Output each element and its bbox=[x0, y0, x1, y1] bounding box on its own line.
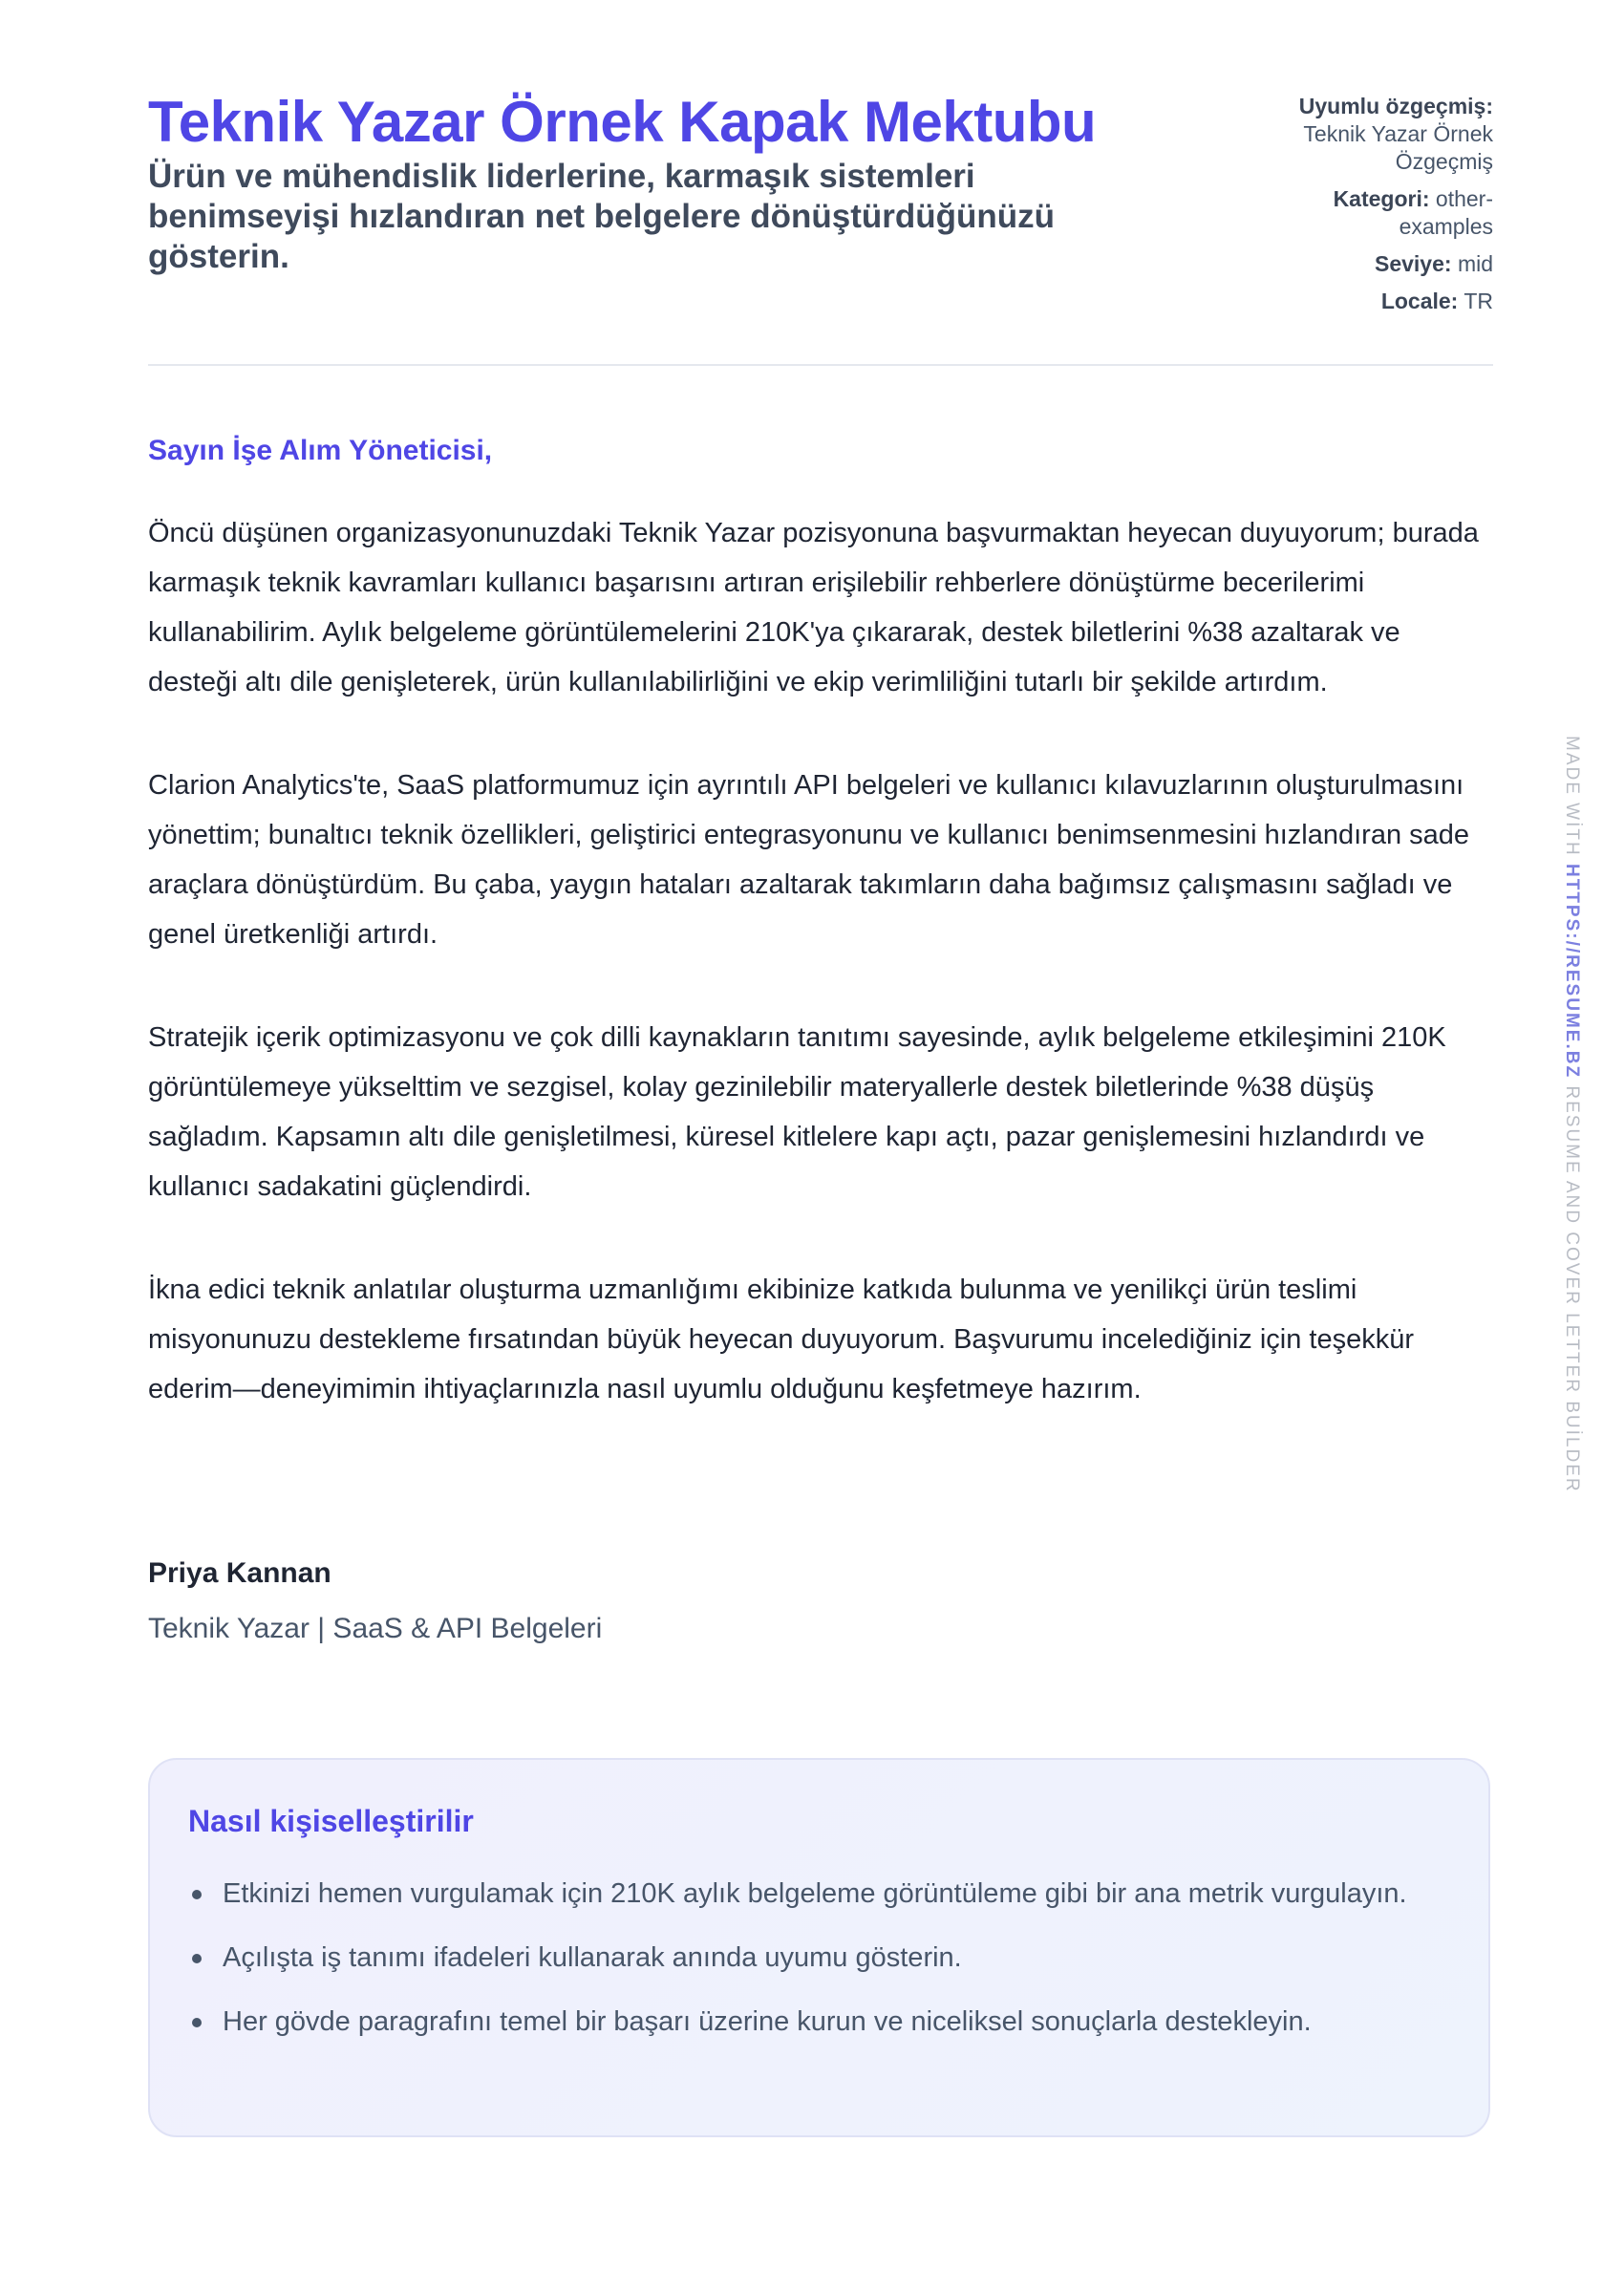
tip-item bbox=[188, 1998, 1449, 2047]
meta-level bbox=[1264, 250, 1493, 278]
header-divider bbox=[148, 364, 1493, 366]
meta-level-value: mid bbox=[1457, 251, 1493, 276]
tips-heading: Nasıl kişiselleştirilir bbox=[188, 1804, 474, 1838]
paragraph: Öncü düşünen organizasyonunuzdaki Teknik Yazar pozisyonuna başvurmaktan heyecan duyuyorum; burada karmaşık teknik kavramları kullanıcı başarısını artıran erişilebilir rehberlere dönüştürme becerilerimi kullanabilirim. Aylık belgeleme görüntülemelerini 210K'ya çıkararak, destek biletlerini %38 azaltarak ve desteği altı dile genişleterek, ürün kullanılabilirliğini ve ekip verimliliğini tutarlı bir şekilde artırdım. bbox=[148, 518, 1479, 697]
meta-category-value: other-examples bbox=[1399, 186, 1493, 239]
page-title: Teknik Yazar Örnek Kapak Mektubu bbox=[148, 90, 1097, 154]
meta-resume-label: Uyumlu özgeçmiş: bbox=[1298, 94, 1493, 118]
watermark-link[interactable]: HTTPS://RESUME.BZ bbox=[1562, 864, 1582, 1080]
meta-locale-label: Locale: bbox=[1380, 289, 1459, 313]
paragraph: İkna edici teknik anlatılar oluşturma uzmanlığımı ekibinize katkıda bulunma ve yenilikçi ürün teslimi misyonunuzu destekleme fırsatından büyük heyecan duyuyorum. Başvurumu incelediğiniz için teşekkür ederim—deneyimimin ihtiyaçlarınızla nasıl uyumlu olduğunu keşfetmeye hazırım. bbox=[148, 1275, 1415, 1404]
meta-panel bbox=[1264, 93, 1493, 325]
page-subtitle: Ürün ve mühendislik liderlerine, karmaşık sistemleri benimseyişi hızlandıran net belgelere dönüştürdüğünüzü gösterin. bbox=[148, 158, 1055, 275]
meta-level-label: Seviye: bbox=[1374, 251, 1452, 276]
tips-list bbox=[188, 1870, 1449, 2062]
paragraph: Stratejik içerik optimizasyonu ve çok dilli kaynakların tanıtımı sayesinde, aylık belgeleme etkileşimini 210K görüntülemeye yükselttim ve sezgisel, kolay gezinilebilir materyallerle destek biletlerinde %38 düşüş sağladım. Kapsamın altı dile genişletilmesi, küresel kitlelere kapı açtı, pazar genişlemesini hızlandırdı ve kullanıcı sadakatini güçlendirdi. bbox=[148, 1022, 1446, 1202]
tip-item bbox=[188, 1870, 1449, 1918]
tip-text: Her gövde paragrafını temel bir başarı üzerine kurun ve niceliksel sonuçlarla destekleyin. bbox=[223, 2006, 1312, 2037]
meta-locale-value: TR bbox=[1464, 289, 1493, 313]
meta-locale bbox=[1264, 288, 1493, 315]
watermark-prefix: MADE WİTH bbox=[1562, 736, 1582, 857]
tips-box bbox=[148, 1758, 1490, 2137]
meta-resume-value: Teknik Yazar Örnek Özgeçmiş bbox=[1303, 121, 1493, 174]
watermark bbox=[1555, 736, 1584, 1519]
salutation: Sayın İşe Alım Yöneticisi, bbox=[148, 435, 493, 466]
bullet-icon bbox=[192, 1890, 202, 1899]
signature-title: Teknik Yazar | SaaS & API Belgeleri bbox=[148, 1613, 603, 1644]
meta-category-label: Kategori: bbox=[1333, 186, 1430, 211]
letter-body bbox=[148, 508, 1495, 1468]
tip-text: Açılışta iş tanımı ifadeleri kullanarak anında uyumu gösterin. bbox=[223, 1942, 962, 1973]
meta-category bbox=[1264, 185, 1493, 241]
watermark-suffix: RESUME AND COVER LETTER BUİLDER bbox=[1562, 1085, 1582, 1493]
tip-item bbox=[188, 1934, 1449, 1982]
bullet-icon bbox=[192, 2018, 202, 2027]
bullet-icon bbox=[192, 1954, 202, 1963]
meta-resume bbox=[1264, 93, 1493, 176]
tip-text: Etkinizi hemen vurgulamak için 210K aylık belgeleme görüntüleme gibi bir ana metrik vurgulayın. bbox=[223, 1878, 1407, 1909]
paragraph: Clarion Analytics'te, SaaS platformumuz için ayrıntılı API belgeleri ve kullanıcı kılavuzlarının oluşturulmasını yönettim; bunaltıcı teknik özellikleri, geliştirici entegrasyonunu ve kullanıcı benimsenmesini hızlandıran sade araçlara dönüştürdüm. Bu çaba, yaygın hataları azaltarak takımların daha bağımsız çalışmasını sağladı ve genel üretkenliği artırdı. bbox=[148, 770, 1470, 950]
signature-name: Priya Kannan bbox=[148, 1557, 331, 1589]
